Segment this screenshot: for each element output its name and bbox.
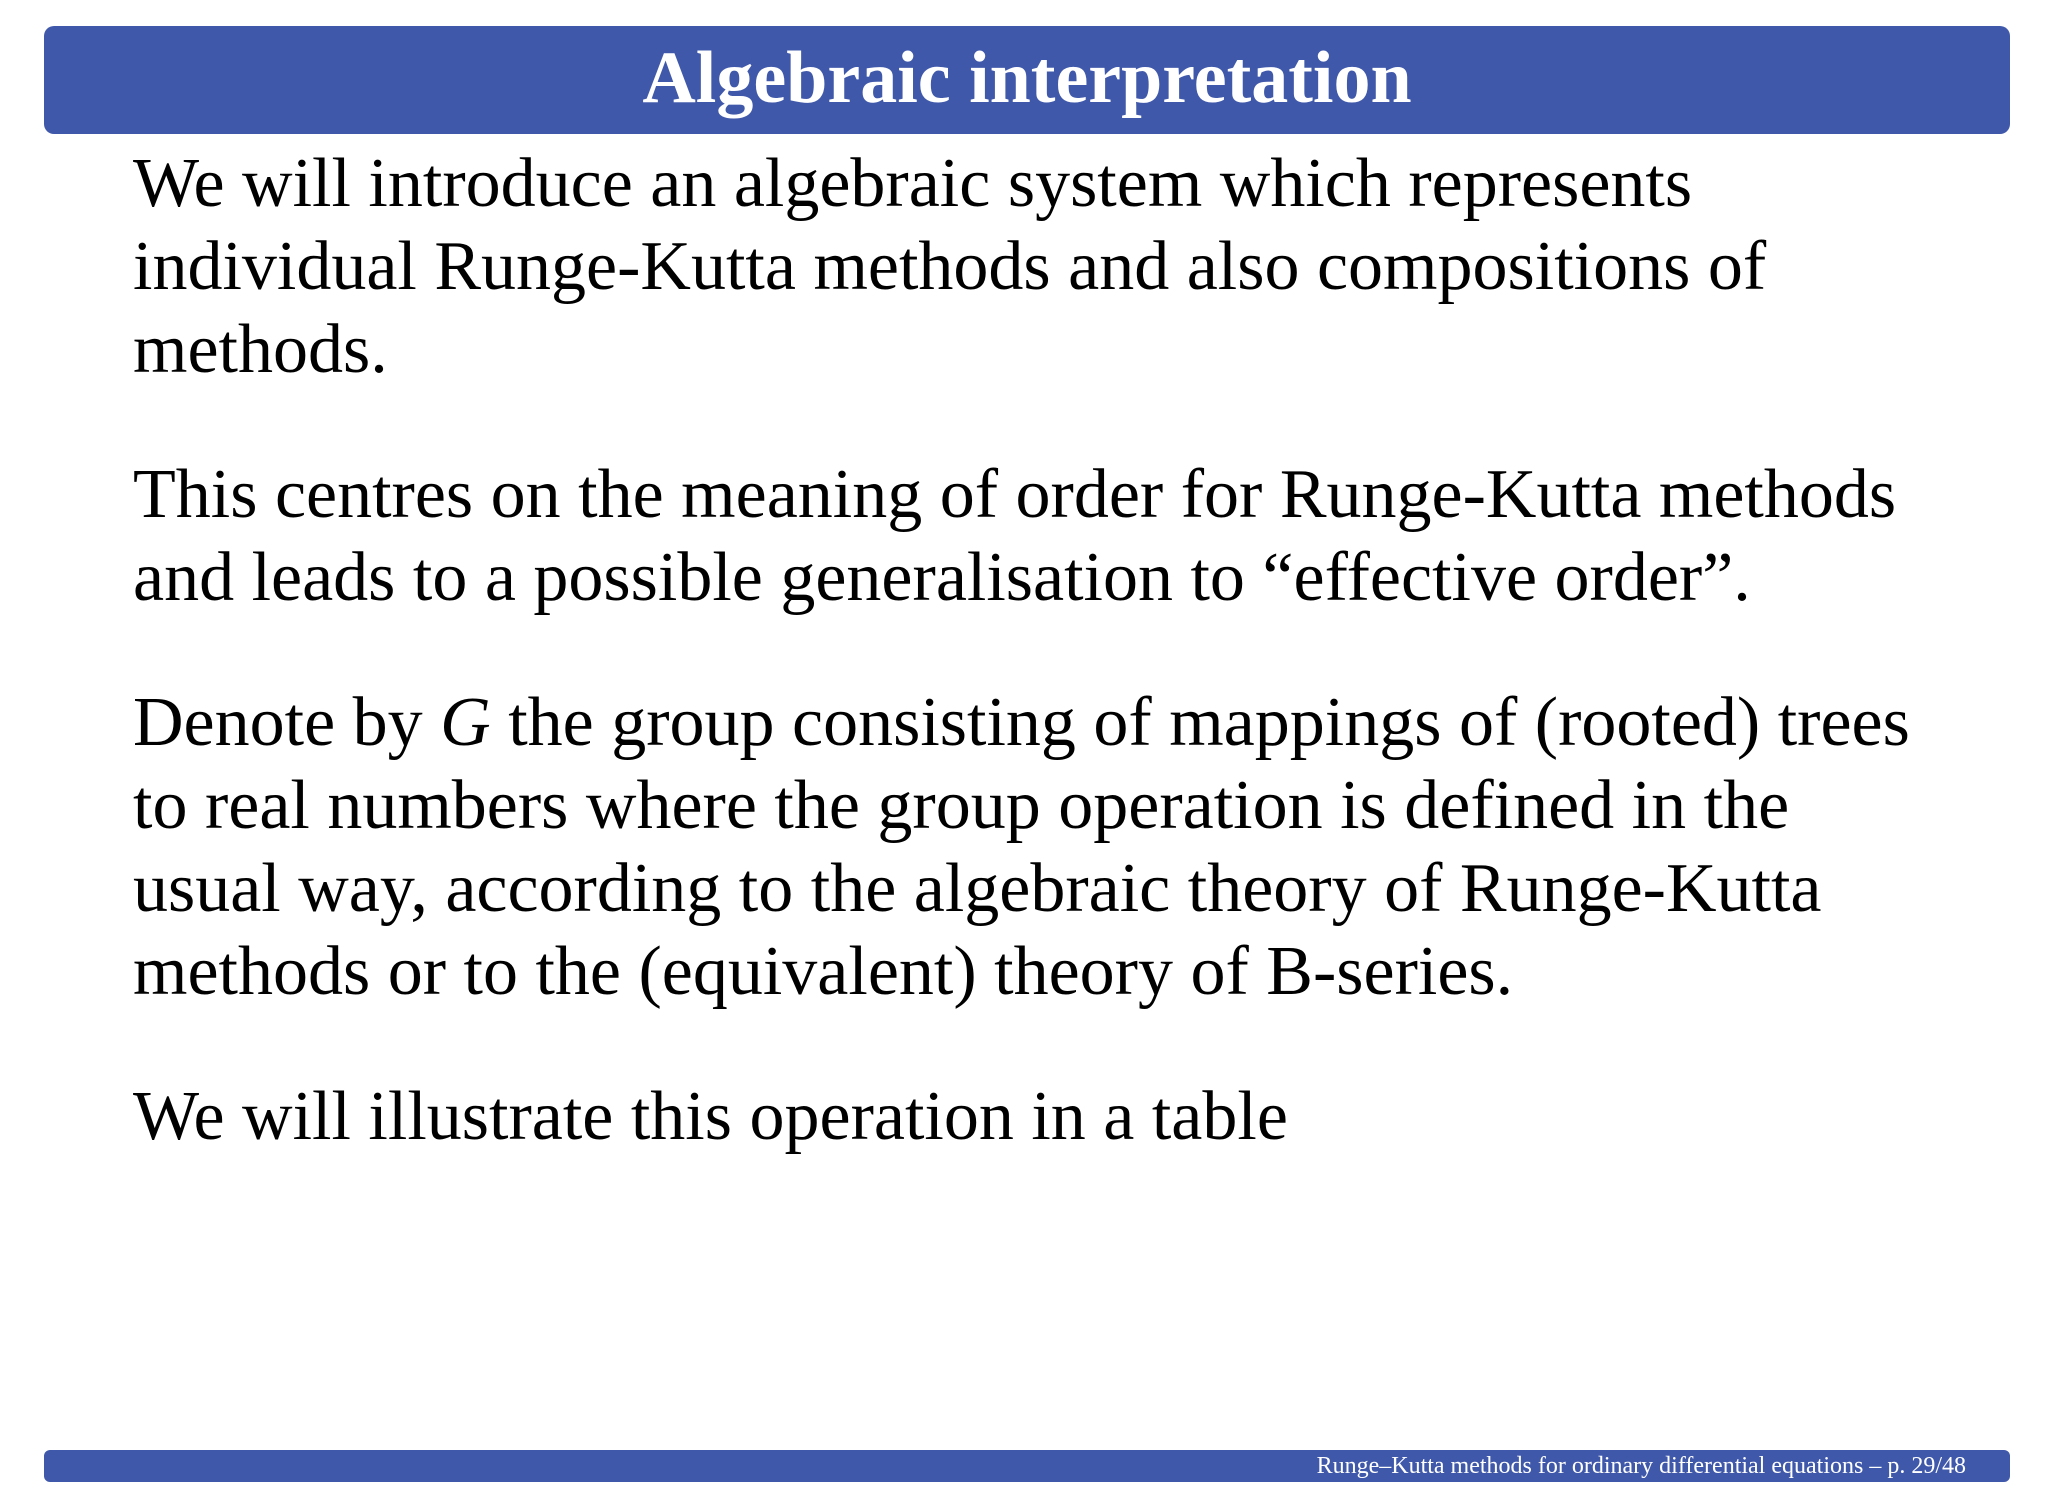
paragraph-order: This centres on the meaning of order for Runge-Kutta methods and leads to a possible generalisation to “effective order”.: [133, 456, 1897, 616]
slide-body: [133, 142, 1953, 1220]
paragraph-table-intro: We will illustrate this operation in a table: [133, 1078, 1288, 1155]
paragraph-intro: We will introduce an algebraic system which represents individual Runge-Kutta methods and also compositions of methods.: [133, 145, 1767, 388]
slide-footer-bar: [44, 1450, 2010, 1482]
slide-title-bar: [44, 26, 2010, 134]
math-symbol-g: G: [440, 684, 491, 761]
slide-footer-text: Runge–Kutta methods for ordinary differential equations – p. 29/48: [1316, 1453, 1966, 1479]
paragraph-group-definition: [133, 681, 1953, 1013]
paragraph-group-text-start: Denote by: [133, 684, 441, 761]
slide-title: Algebraic interpretation: [642, 37, 1412, 119]
paragraph-group-text-end: the group consisting of mappings of (rooted) trees to real numbers where the group operation is defined in the usual way, according to the algebraic theory of Runge-Kutta methods or to the (equivalent) theory of B-series.: [133, 684, 1910, 1010]
